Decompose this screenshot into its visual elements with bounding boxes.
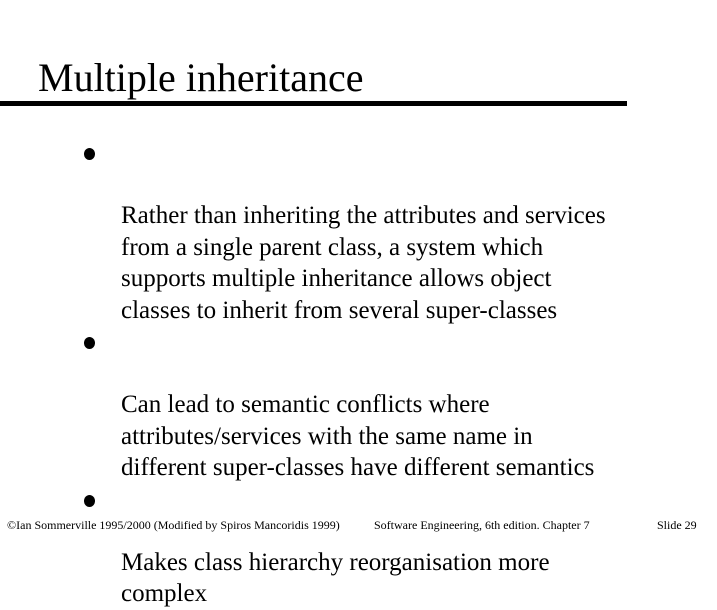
bullet-item [0,484,681,610]
footer-book-info: Software Engineering, 6th edition. Chapter 7 [374,518,590,532]
bullet-text: Makes class hierarchy reorganisation more complex [121,548,550,607]
bullet-icon [84,337,95,349]
bullet-icon [84,148,95,160]
slide-title: Multiple inheritance [38,55,364,100]
bullet-text: Can lead to semantic conflicts where attributes/services with the same name in different super-classes have different semantics [121,391,595,481]
bullet-item [0,137,681,326]
footer-slide-number: Slide 29 [657,518,697,532]
footer-copyright: ©Ian Sommerville 1995/2000 (Modified by Spiros Mancoridis 1999) [7,518,340,532]
bullet-icon [84,495,95,507]
bullet-list [0,137,717,610]
bullet-text: Rather than inheriting the attributes and services from a single parent class, a system which supports multiple inheritance allows object classes to inherit from several super-classes [121,202,606,324]
title-underline [0,101,627,106]
bullet-item [0,326,681,484]
